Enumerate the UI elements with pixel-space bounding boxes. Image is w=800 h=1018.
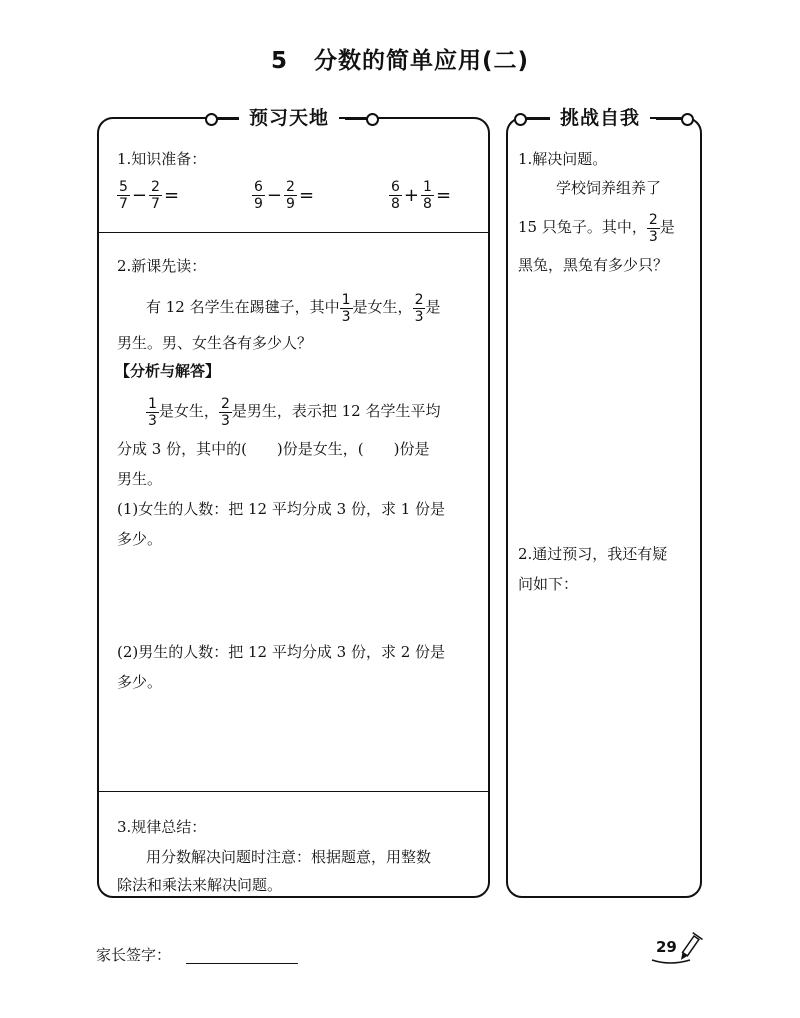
question-1-line-1: (1)女生的人数：把 12 平均分成 3 份，求 1 份是 xyxy=(117,500,446,518)
fraction: $\frac{1}{3}$ xyxy=(148,395,157,429)
challenge-item2-line1: 2.通过预习，我还有疑 xyxy=(518,545,668,563)
parent-signature-label: 家长签字： xyxy=(96,946,172,964)
analysis-line-3: 男生。 xyxy=(117,470,163,488)
preview-header: 预习天地 xyxy=(239,104,339,132)
ring-icon xyxy=(514,113,527,126)
fraction: $\frac{5}{7}$ xyxy=(119,179,128,212)
question-2-line-2: 多少。 xyxy=(117,673,163,691)
section-divider xyxy=(99,791,488,792)
section3-title: 3.规律总结： xyxy=(117,818,207,836)
challenge-item1-line1: 学校饲养组养了 xyxy=(556,179,662,197)
challenge-item1-line3: 黑兔，黑兔有多少只？ xyxy=(518,256,669,274)
header-ornament-right xyxy=(656,118,682,120)
signature-line[interactable] xyxy=(186,963,298,964)
fraction: $\frac{2}{9}$ xyxy=(286,179,295,212)
expression-2: $\frac{6}{9}$ − $\frac{2}{9}$ = xyxy=(254,179,315,212)
challenge-panel xyxy=(506,107,702,898)
expression-1: $\frac{5}{7}$ − $\frac{2}{7}$ = xyxy=(119,179,180,212)
question-2-line-1: (2)男生的人数：把 12 平均分成 3 份，求 2 份是 xyxy=(117,643,446,661)
fraction: $\frac{6}{9}$ xyxy=(254,179,263,212)
question-1-line-2: 多少。 xyxy=(117,530,163,548)
challenge-item1-line2: 15 只兔子。其中， $\frac{2}{3}$ 是 xyxy=(518,211,675,245)
header-ornament-left xyxy=(217,118,239,120)
problem-line-1: 有 12 名学生在踢毽子，其中 $\frac{1}{3}$ 是女生， $\frac{2}{3}$ 是 xyxy=(146,291,441,325)
ring-icon xyxy=(205,113,218,126)
problem-line-2: 男生。男、女生各有多少人？ xyxy=(117,334,313,352)
page-number: 29 xyxy=(656,938,677,956)
summary-line-2: 除法和乘法来解决问题。 xyxy=(117,876,283,894)
fraction: $\frac{6}{8}$ xyxy=(391,179,400,212)
fraction: $\frac{2}{3}$ xyxy=(414,291,424,325)
lesson-title: 分数的简单应用(二) xyxy=(313,48,530,74)
expression-3: $\frac{6}{8}$ + $\frac{1}{8}$ = xyxy=(391,179,452,212)
summary-line-1: 用分数解决问题时注意：根据题意，用整数 xyxy=(146,848,432,866)
page-number-badge xyxy=(650,930,720,970)
header-ornament-left xyxy=(526,118,550,120)
lesson-number: 5 xyxy=(270,48,288,74)
section2-title: 2.新课先读： xyxy=(117,257,207,275)
page-title xyxy=(0,42,800,75)
challenge-item1-title: 1.解决问题。 xyxy=(518,150,608,168)
analysis-line-1: $\frac{1}{3}$ 是女生， $\frac{2}{3}$ 是男生，表示把 12 名学生平均 xyxy=(148,395,441,429)
section-divider xyxy=(99,232,488,233)
challenge-item2-line2: 问如下： xyxy=(518,575,579,593)
header-ornament-right xyxy=(345,118,367,120)
section1-title: 1.知识准备： xyxy=(117,150,207,168)
ring-icon xyxy=(366,113,379,126)
fraction: $\frac{2}{3}$ xyxy=(220,395,230,429)
fraction: $\frac{2}{3}$ xyxy=(648,211,658,245)
fraction: $\frac{1}{8}$ xyxy=(423,179,432,212)
preview-panel xyxy=(97,107,490,898)
challenge-header: 挑战自我 xyxy=(550,104,650,132)
pencil-icon xyxy=(650,930,720,970)
analysis-heading: 【分析与解答】 xyxy=(115,362,221,380)
fraction: $\frac{1}{3}$ xyxy=(341,291,351,325)
ring-icon xyxy=(681,113,694,126)
analysis-line-2: 分成 3 份，其中的( )份是女生，( )份是 xyxy=(117,440,430,458)
fraction: $\frac{2}{7}$ xyxy=(151,179,160,212)
